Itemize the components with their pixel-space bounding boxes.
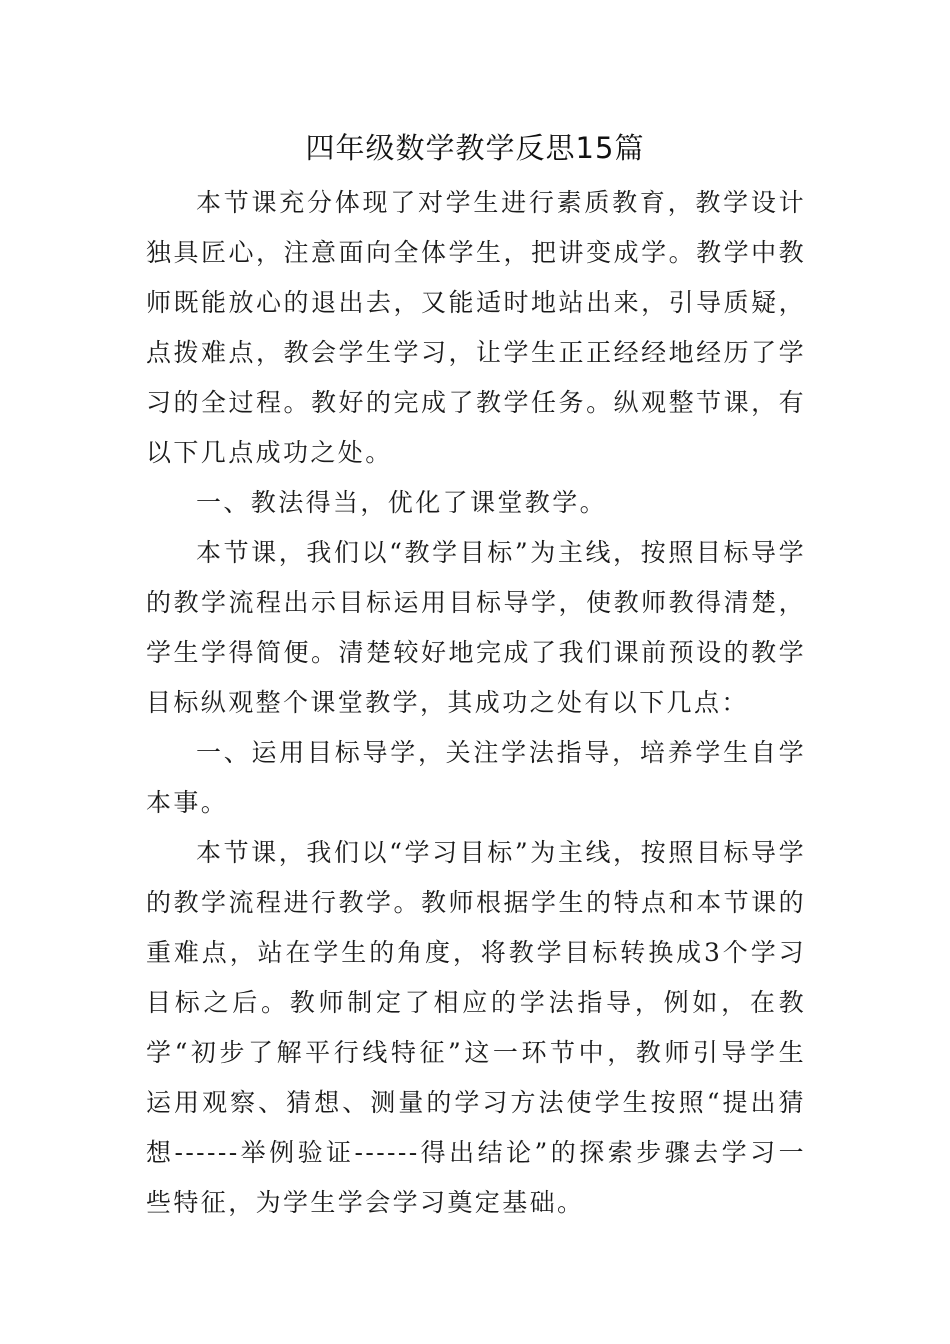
paragraph-heading-2: 一、运用目标导学，关注学法指导，培养学生自学本事。 bbox=[146, 738, 806, 817]
document-title: 四年级数学教学反思15篇 bbox=[305, 131, 645, 165]
paragraph-heading-1: 一、教法得当，优化了课堂教学。 bbox=[196, 488, 608, 517]
paragraph-intro: 本节课充分体现了对学生进行素质教育，教学设计独具匠心，注意面向全体学生，把讲变成学。教学中教师既能放心的退出去，又能适时地站出来，引导质疑，点拨难点，教会学生学习，让学生正正经经地经历了学习的全过程。教好的完成了教学任务。纵观整节课，有以下几点成功之处。 bbox=[146, 188, 806, 467]
paragraph-learning-goals: 本节课，我们以“学习目标”为主线，按照目标导学的教学流程进行教学。教师根据学生的特点和本节课的重难点，站在学生的角度，将教学目标转换成3个学习目标之后。教师制定了相应的学法指导，例如，在教学“初步了解平行线特征”这一环节中，教师引导学生运用观察、猜想、测量的学习方法使学生按照“提出猜想------举例验证------得出结论”的探索步骤去学习一些特征，为学生学会学习奠定基础。 bbox=[146, 838, 806, 1217]
paragraph-teaching-goals: 本节课，我们以“教学目标”为主线，按照目标导学的教学流程出示目标运用目标导学，使教师教得清楚，学生学得简便。清楚较好地完成了我们课前预设的教学目标纵观整个课堂教学，其成功之处有以下几点： bbox=[146, 538, 806, 717]
document-body bbox=[146, 178, 806, 1228]
